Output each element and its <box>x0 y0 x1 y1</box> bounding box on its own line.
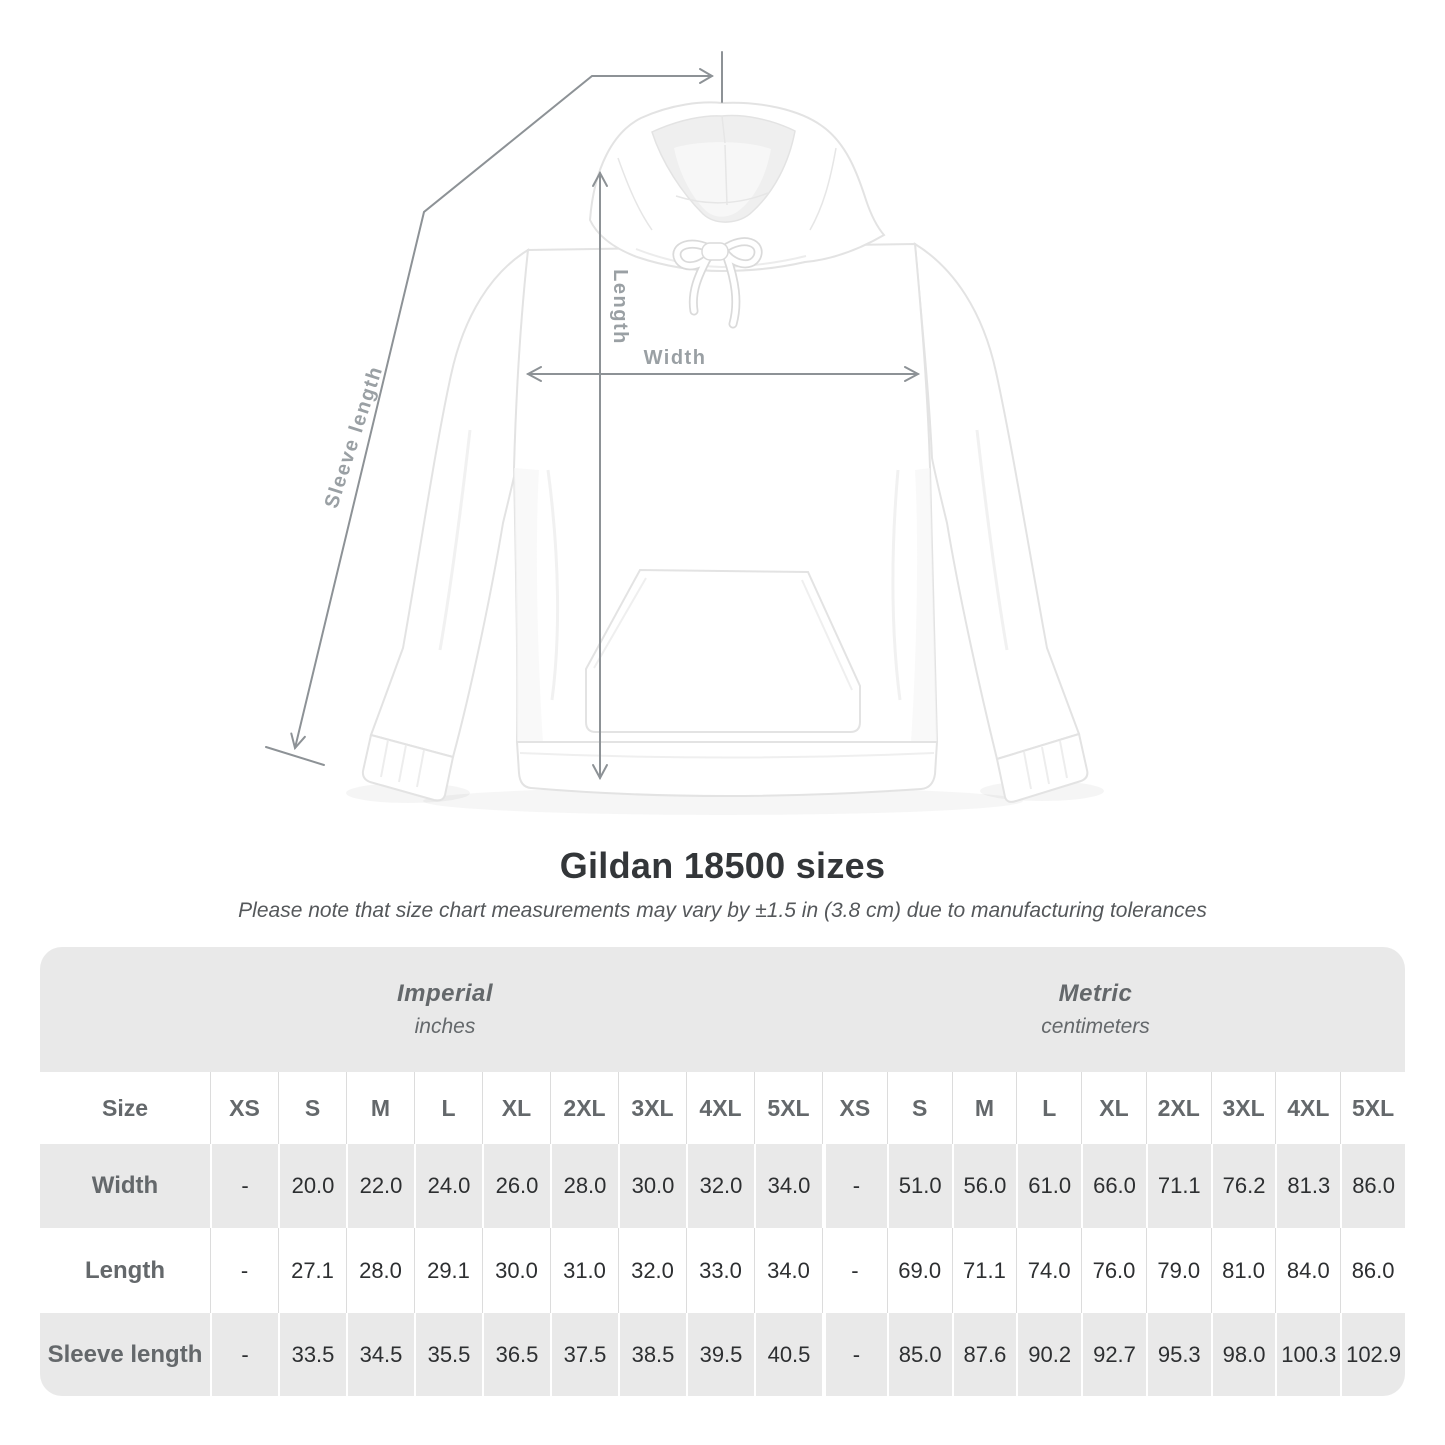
size-col-header: 4XL <box>686 1072 754 1144</box>
cell-value: 28.0 <box>346 1228 414 1313</box>
table-row <box>40 1072 1405 1144</box>
cell-value: 40.5 <box>754 1313 822 1396</box>
cell-value: 20.0 <box>278 1144 346 1228</box>
cell-value: 87.6 <box>952 1313 1017 1396</box>
cell-value: 33.5 <box>278 1313 346 1396</box>
cuff-tick <box>266 747 324 765</box>
cell-value: - <box>210 1228 278 1313</box>
metric-label: Metric <box>1058 980 1133 1007</box>
cell-value: 28.0 <box>550 1144 618 1228</box>
kangaroo-pocket <box>586 570 860 732</box>
size-col-header: S <box>278 1072 346 1144</box>
cell-value: 26.0 <box>482 1144 550 1228</box>
cell-value: 22.0 <box>346 1144 414 1228</box>
length-label: Length <box>609 269 631 345</box>
size-table-body <box>40 1072 1405 1396</box>
size-col-header: M <box>952 1072 1017 1144</box>
cell-value: 102.9 <box>1340 1313 1405 1396</box>
unit-group-band <box>40 947 1405 1072</box>
cell-value: 74.0 <box>1016 1228 1081 1313</box>
cell-value: 30.0 <box>482 1228 550 1313</box>
table-row <box>40 1144 1405 1228</box>
cell-value: 95.3 <box>1146 1313 1211 1396</box>
row-label: Width <box>91 1172 159 1199</box>
cell-value: 69.0 <box>887 1228 952 1313</box>
cell-value: 34.0 <box>754 1144 822 1228</box>
cell-value: 35.5 <box>414 1313 482 1396</box>
row-label: Sleeve length <box>47 1340 203 1368</box>
metric-group-header <box>822 947 1405 1072</box>
cell-value: 27.1 <box>278 1228 346 1313</box>
cell-value: 56.0 <box>952 1144 1017 1228</box>
cell-value: 61.0 <box>1016 1144 1081 1228</box>
cell-value: 32.0 <box>686 1144 754 1228</box>
size-col-header: 3XL <box>618 1072 686 1144</box>
cell-value: 86.0 <box>1340 1144 1405 1228</box>
cell-value: 36.5 <box>482 1313 550 1396</box>
size-corner-header: Size <box>101 1094 149 1121</box>
cell-value: 85.0 <box>887 1313 952 1396</box>
size-col-header: XL <box>1081 1072 1146 1144</box>
size-col-header: 5XL <box>754 1072 822 1144</box>
cell-value: 34.0 <box>754 1228 822 1313</box>
sleeve-length-label: Sleeve length <box>320 363 388 511</box>
size-col-header: 2XL <box>1146 1072 1211 1144</box>
table-row <box>40 1313 1405 1396</box>
cell-value: 84.0 <box>1275 1228 1340 1313</box>
size-col-header: XS <box>822 1072 887 1144</box>
size-col-header: L <box>1016 1072 1081 1144</box>
table-row <box>40 1228 1405 1313</box>
cell-value: - <box>822 1228 887 1313</box>
cell-value: 29.1 <box>414 1228 482 1313</box>
right-sleeve <box>915 244 1079 759</box>
size-col-header: S <box>887 1072 952 1144</box>
imperial-unit-label: inches <box>414 1015 476 1038</box>
page-title: Gildan 18500 sizes <box>559 845 886 886</box>
row-label: Length <box>85 1256 165 1284</box>
cell-value: 30.0 <box>618 1144 686 1228</box>
cell-value: 81.0 <box>1211 1228 1276 1313</box>
size-col-header: XS <box>210 1072 278 1144</box>
size-col-header: M <box>346 1072 414 1144</box>
cell-value: 37.5 <box>550 1313 618 1396</box>
cell-value: 76.2 <box>1211 1144 1276 1228</box>
width-label: Width <box>643 347 707 369</box>
cell-value: 31.0 <box>550 1228 618 1313</box>
cell-value: 79.0 <box>1146 1228 1211 1313</box>
left-sleeve <box>371 250 528 757</box>
size-col-header: 5XL <box>1340 1072 1405 1144</box>
hem-band <box>517 742 937 796</box>
cell-value: 66.0 <box>1081 1144 1146 1228</box>
tolerance-note: Please note that size chart measurements may vary by ±1.5 in (3.8 cm) due to manufacturing tolerances <box>238 899 1207 922</box>
size-table <box>40 947 1405 1396</box>
cell-value: - <box>210 1313 278 1396</box>
cell-value: 98.0 <box>1211 1313 1276 1396</box>
metric-unit-label: centimeters <box>1041 1015 1150 1038</box>
cell-value: 81.3 <box>1275 1144 1340 1228</box>
cell-value: 24.0 <box>414 1144 482 1228</box>
cell-value: 76.0 <box>1081 1228 1146 1313</box>
size-col-header: XL <box>482 1072 550 1144</box>
cell-value: 33.0 <box>686 1228 754 1313</box>
cell-value: 71.1 <box>1146 1144 1211 1228</box>
imperial-label: Imperial <box>396 980 494 1007</box>
cell-value: - <box>822 1144 887 1228</box>
cell-value: 34.5 <box>346 1313 414 1396</box>
size-col-header: 4XL <box>1275 1072 1340 1144</box>
cell-value: 100.3 <box>1275 1313 1340 1396</box>
imperial-group-header <box>40 947 822 1072</box>
size-col-header: 2XL <box>550 1072 618 1144</box>
cell-value: 92.7 <box>1081 1313 1146 1396</box>
cell-value: - <box>822 1313 887 1396</box>
cell-value: 51.0 <box>887 1144 952 1228</box>
cell-value: 71.1 <box>952 1228 1017 1313</box>
cell-value: 38.5 <box>618 1313 686 1396</box>
cell-value: 32.0 <box>618 1228 686 1313</box>
size-col-header: 3XL <box>1211 1072 1276 1144</box>
cell-value: 39.5 <box>686 1313 754 1396</box>
size-col-header: L <box>414 1072 482 1144</box>
cell-value: - <box>210 1144 278 1228</box>
drawstring-knot <box>702 243 728 260</box>
cell-value: 90.2 <box>1016 1313 1081 1396</box>
cell-value: 86.0 <box>1340 1228 1405 1313</box>
